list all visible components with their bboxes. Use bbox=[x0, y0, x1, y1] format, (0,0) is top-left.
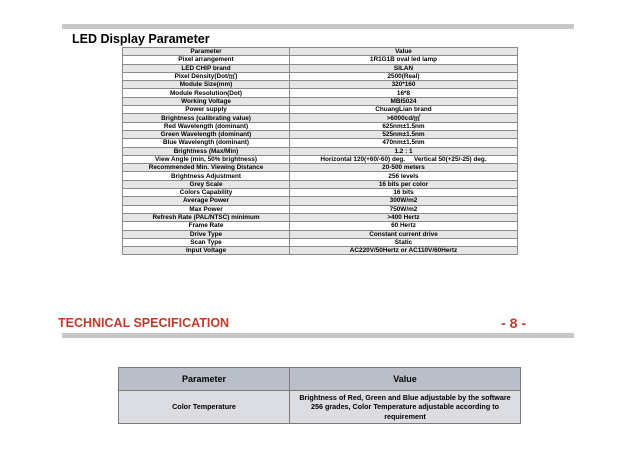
value-cell: >6000cd/㎡ bbox=[290, 114, 518, 122]
technical-spec-table-body bbox=[119, 391, 521, 424]
table-row bbox=[123, 130, 518, 138]
value-cell: AC220V/50Hertz or AC110V/60Hertz bbox=[290, 247, 518, 255]
parameter-cell: Drive Type bbox=[123, 230, 290, 238]
led-parameter-table bbox=[122, 47, 518, 255]
table-row bbox=[123, 81, 518, 89]
table-row bbox=[123, 213, 518, 221]
parameter-cell: Module Size(mm) bbox=[123, 81, 290, 89]
table-row bbox=[123, 114, 518, 122]
technical-specification-title: TECHNICAL SPECIFICATION bbox=[58, 316, 230, 330]
table-row bbox=[123, 180, 518, 188]
value-cell: 60 Hertz bbox=[290, 222, 518, 230]
parameter-cell: Frame Rate bbox=[123, 222, 290, 230]
bottom-divider-bar bbox=[62, 333, 574, 338]
parameter-cell: Pixel arrangement bbox=[123, 56, 290, 64]
table-row bbox=[123, 164, 518, 172]
table-row bbox=[123, 238, 518, 246]
tech-table-row bbox=[119, 391, 521, 424]
table-row bbox=[123, 72, 518, 80]
value-cell: 16 bits per color bbox=[290, 180, 518, 188]
technical-spec-table bbox=[118, 367, 521, 424]
parameter-cell: Average Power bbox=[123, 197, 290, 205]
table-row bbox=[123, 89, 518, 97]
parameter-cell: Pixel Density(Dot/㎡) bbox=[123, 72, 290, 80]
value-cell: Horizontal 120(+60/-60) deg. Vertical 50(+25/-25) deg. bbox=[290, 155, 518, 163]
table-row bbox=[123, 189, 518, 197]
value-cell: 1.2 : 1 bbox=[290, 147, 518, 155]
parameter-cell: Module Resolution(Dot) bbox=[123, 89, 290, 97]
value-cell: >400 Hertz bbox=[290, 213, 518, 221]
table-row bbox=[123, 155, 518, 163]
table-row bbox=[123, 222, 518, 230]
tech-value-cell: Brightness of Red, Green and Blue adjustable by the software 256 grades, Color Temperature adjustable according to requirement bbox=[290, 391, 521, 424]
value-cell: 750W/m2 bbox=[290, 205, 518, 213]
table-row bbox=[123, 147, 518, 155]
tech-parameter-cell: Color Temperature bbox=[119, 391, 290, 424]
table-row bbox=[123, 139, 518, 147]
parameter-cell: Grey Scale bbox=[123, 180, 290, 188]
parameter-cell: Brightness (calibrating value) bbox=[123, 114, 290, 122]
value-cell: Constant current drive bbox=[290, 230, 518, 238]
parameter-cell: Max Power bbox=[123, 205, 290, 213]
table-row bbox=[123, 106, 518, 114]
parameter-cell: Scan Type bbox=[123, 238, 290, 246]
value-cell: Static bbox=[290, 238, 518, 246]
parameter-cell: View Angle (min, 50% brightness) bbox=[123, 155, 290, 163]
tech-column-header-value: Value bbox=[290, 368, 521, 391]
top-divider-bar bbox=[62, 24, 574, 29]
value-cell: 16 bits bbox=[290, 189, 518, 197]
parameter-cell: Red Wavelength (dominant) bbox=[123, 122, 290, 130]
table-row bbox=[123, 56, 518, 64]
column-header-parameter: Parameter bbox=[123, 48, 290, 56]
value-cell: 16*8 bbox=[290, 89, 518, 97]
section-title: LED Display Parameter bbox=[72, 32, 210, 46]
parameter-cell: Recommended Min. Viewing Distance bbox=[123, 164, 290, 172]
tech-table-header-row bbox=[119, 368, 521, 391]
parameter-cell: Working Voltage bbox=[123, 97, 290, 105]
parameter-cell: Refresh Rate (PAL/NTSC) minimum bbox=[123, 213, 290, 221]
value-cell: 20-500 meters bbox=[290, 164, 518, 172]
table-row bbox=[123, 64, 518, 72]
table-header-row bbox=[123, 48, 518, 56]
parameter-cell: Brightness (Max/Min) bbox=[123, 147, 290, 155]
table-row bbox=[123, 97, 518, 105]
column-header-value: Value bbox=[290, 48, 518, 56]
parameter-cell: Green Wavelength (dominant) bbox=[123, 130, 290, 138]
parameter-cell: Brightness Adjustment bbox=[123, 172, 290, 180]
table-row bbox=[123, 205, 518, 213]
table-row bbox=[123, 230, 518, 238]
value-cell: 300W/m2 bbox=[290, 197, 518, 205]
value-cell: 2500(Real) bbox=[290, 72, 518, 80]
value-cell: 256 levels bbox=[290, 172, 518, 180]
value-cell: 320*160 bbox=[290, 81, 518, 89]
parameter-cell: LED CHIP brand bbox=[123, 64, 290, 72]
parameter-cell: Input Voltage bbox=[123, 247, 290, 255]
parameter-cell: Blue Wavelength (dominant) bbox=[123, 139, 290, 147]
value-cell: 1R1G1B oval led lamp bbox=[290, 56, 518, 64]
led-parameter-table-body bbox=[123, 56, 518, 255]
table-row bbox=[123, 247, 518, 255]
value-cell: MBI5024 bbox=[290, 97, 518, 105]
tech-column-header-parameter: Parameter bbox=[119, 368, 290, 391]
value-cell: SILAN bbox=[290, 64, 518, 72]
parameter-cell: Power supply bbox=[123, 106, 290, 114]
value-cell: 625nm±1.5nm bbox=[290, 122, 518, 130]
parameter-cell: Colors Capability bbox=[123, 189, 290, 197]
value-cell: ChuangLian brand bbox=[290, 106, 518, 114]
table-row bbox=[123, 172, 518, 180]
page-number: - 8 - bbox=[501, 315, 526, 331]
value-cell: 470nm±1.5nm bbox=[290, 139, 518, 147]
table-row bbox=[123, 122, 518, 130]
table-row bbox=[123, 197, 518, 205]
value-cell: 525nm±1.5nm bbox=[290, 130, 518, 138]
